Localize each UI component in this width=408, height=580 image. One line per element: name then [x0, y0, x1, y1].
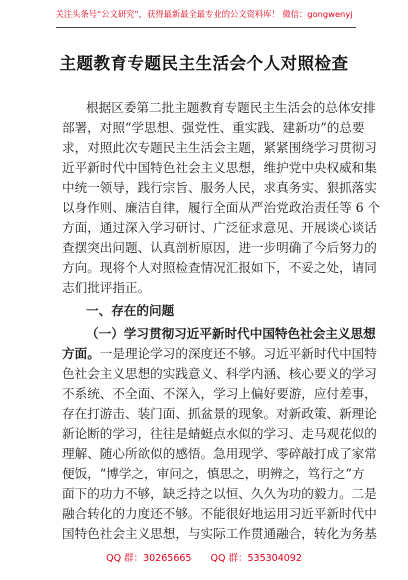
- paragraph-line: 中统一领导，践行宗旨、服务人民，求真务实、狠抓落实: [62, 180, 377, 195]
- paragraph-line: 便饭，“博学之，审问之，慎思之，明辨之，笃行之”方: [62, 466, 365, 481]
- paragraph-line: 根据区委第二批主题教育专题民主生活会的总体安排: [86, 100, 376, 115]
- paragraph-line: 查摆突出问题、认真剖析原因，进一步明确了今后努力的: [62, 240, 377, 255]
- paragraph-line: 部署，对照“学思想、强党性、重实践、建新功”的总要: [62, 120, 365, 135]
- paragraph-line: 方向。现将个人对照检查情况汇报如下，不妥之处，请同: [62, 260, 377, 275]
- subsection-heading: （一）学习贯彻习近平新时代中国特色社会主义思想: [86, 326, 376, 341]
- paragraph-line: 志们批评指正。: [62, 280, 151, 295]
- paragraph-line: 融合转化的力度还不够。不能很好地运用习近平新时代中: [62, 506, 377, 521]
- paragraph-line: 不系统、不全面、不深入，学习上偏好要游，应付差事，: [62, 386, 377, 401]
- header-note: 关注头条号“公文研究”，获得最新最全最专业的公文资料库！ 微信：gongwenyj: [55, 9, 353, 19]
- paragraph-line: 新论断的学习，往往是蜻蜓点水似的学习、走马观花似的: [62, 426, 377, 441]
- paragraph-line: 面下的功力不够，缺乏持之以恒、久久为功的毅力。二是: [62, 486, 377, 501]
- paragraph-text: 一是理论学习的深度还不够。习近平新时代中国特: [99, 346, 377, 361]
- paragraph-line: 存在打游击、装门面、抓盆景的现象。对新政策、新理论: [62, 406, 377, 421]
- paragraph-line: 色社会主义思想的实践意义、科学内涵、核心要义的学习: [62, 366, 377, 381]
- paragraph-line: 以身作则、廉洁自律，履行全面从严治党政治责任等 6 个: [62, 200, 381, 215]
- paragraph-line: 国特色社会主义思想，与实际工作贯通融合，转化为务基: [62, 526, 377, 541]
- paragraph-line: [62, 344, 377, 363]
- footer-qq-group-1: QQ 群：30265665: [106, 553, 192, 564]
- subsection-heading-tail: 方面。: [62, 346, 100, 361]
- section-heading: 一、存在的问题: [86, 303, 175, 318]
- footer: [0, 550, 408, 564]
- paragraph-line: 方面，通过深入学习研讨、广泛征求意见、开展谈心谈话: [62, 220, 377, 235]
- header-divider: [56, 27, 356, 28]
- paragraph-line: 求，对照此次专题民主生活会主题，紧紧围绕学习贯彻习: [62, 140, 377, 155]
- paragraph-line: 理解、随心所欲似的感悟。急用现学、零碎敲打成了家常: [62, 446, 377, 461]
- document-title: 主题教育专题民主生活会个人对照检查: [59, 54, 349, 73]
- footer-qq-group-2: QQ 群：535304092: [210, 553, 302, 564]
- paragraph-line: 近平新时代中国特色社会主义思想，维护党中央权威和集: [62, 160, 377, 175]
